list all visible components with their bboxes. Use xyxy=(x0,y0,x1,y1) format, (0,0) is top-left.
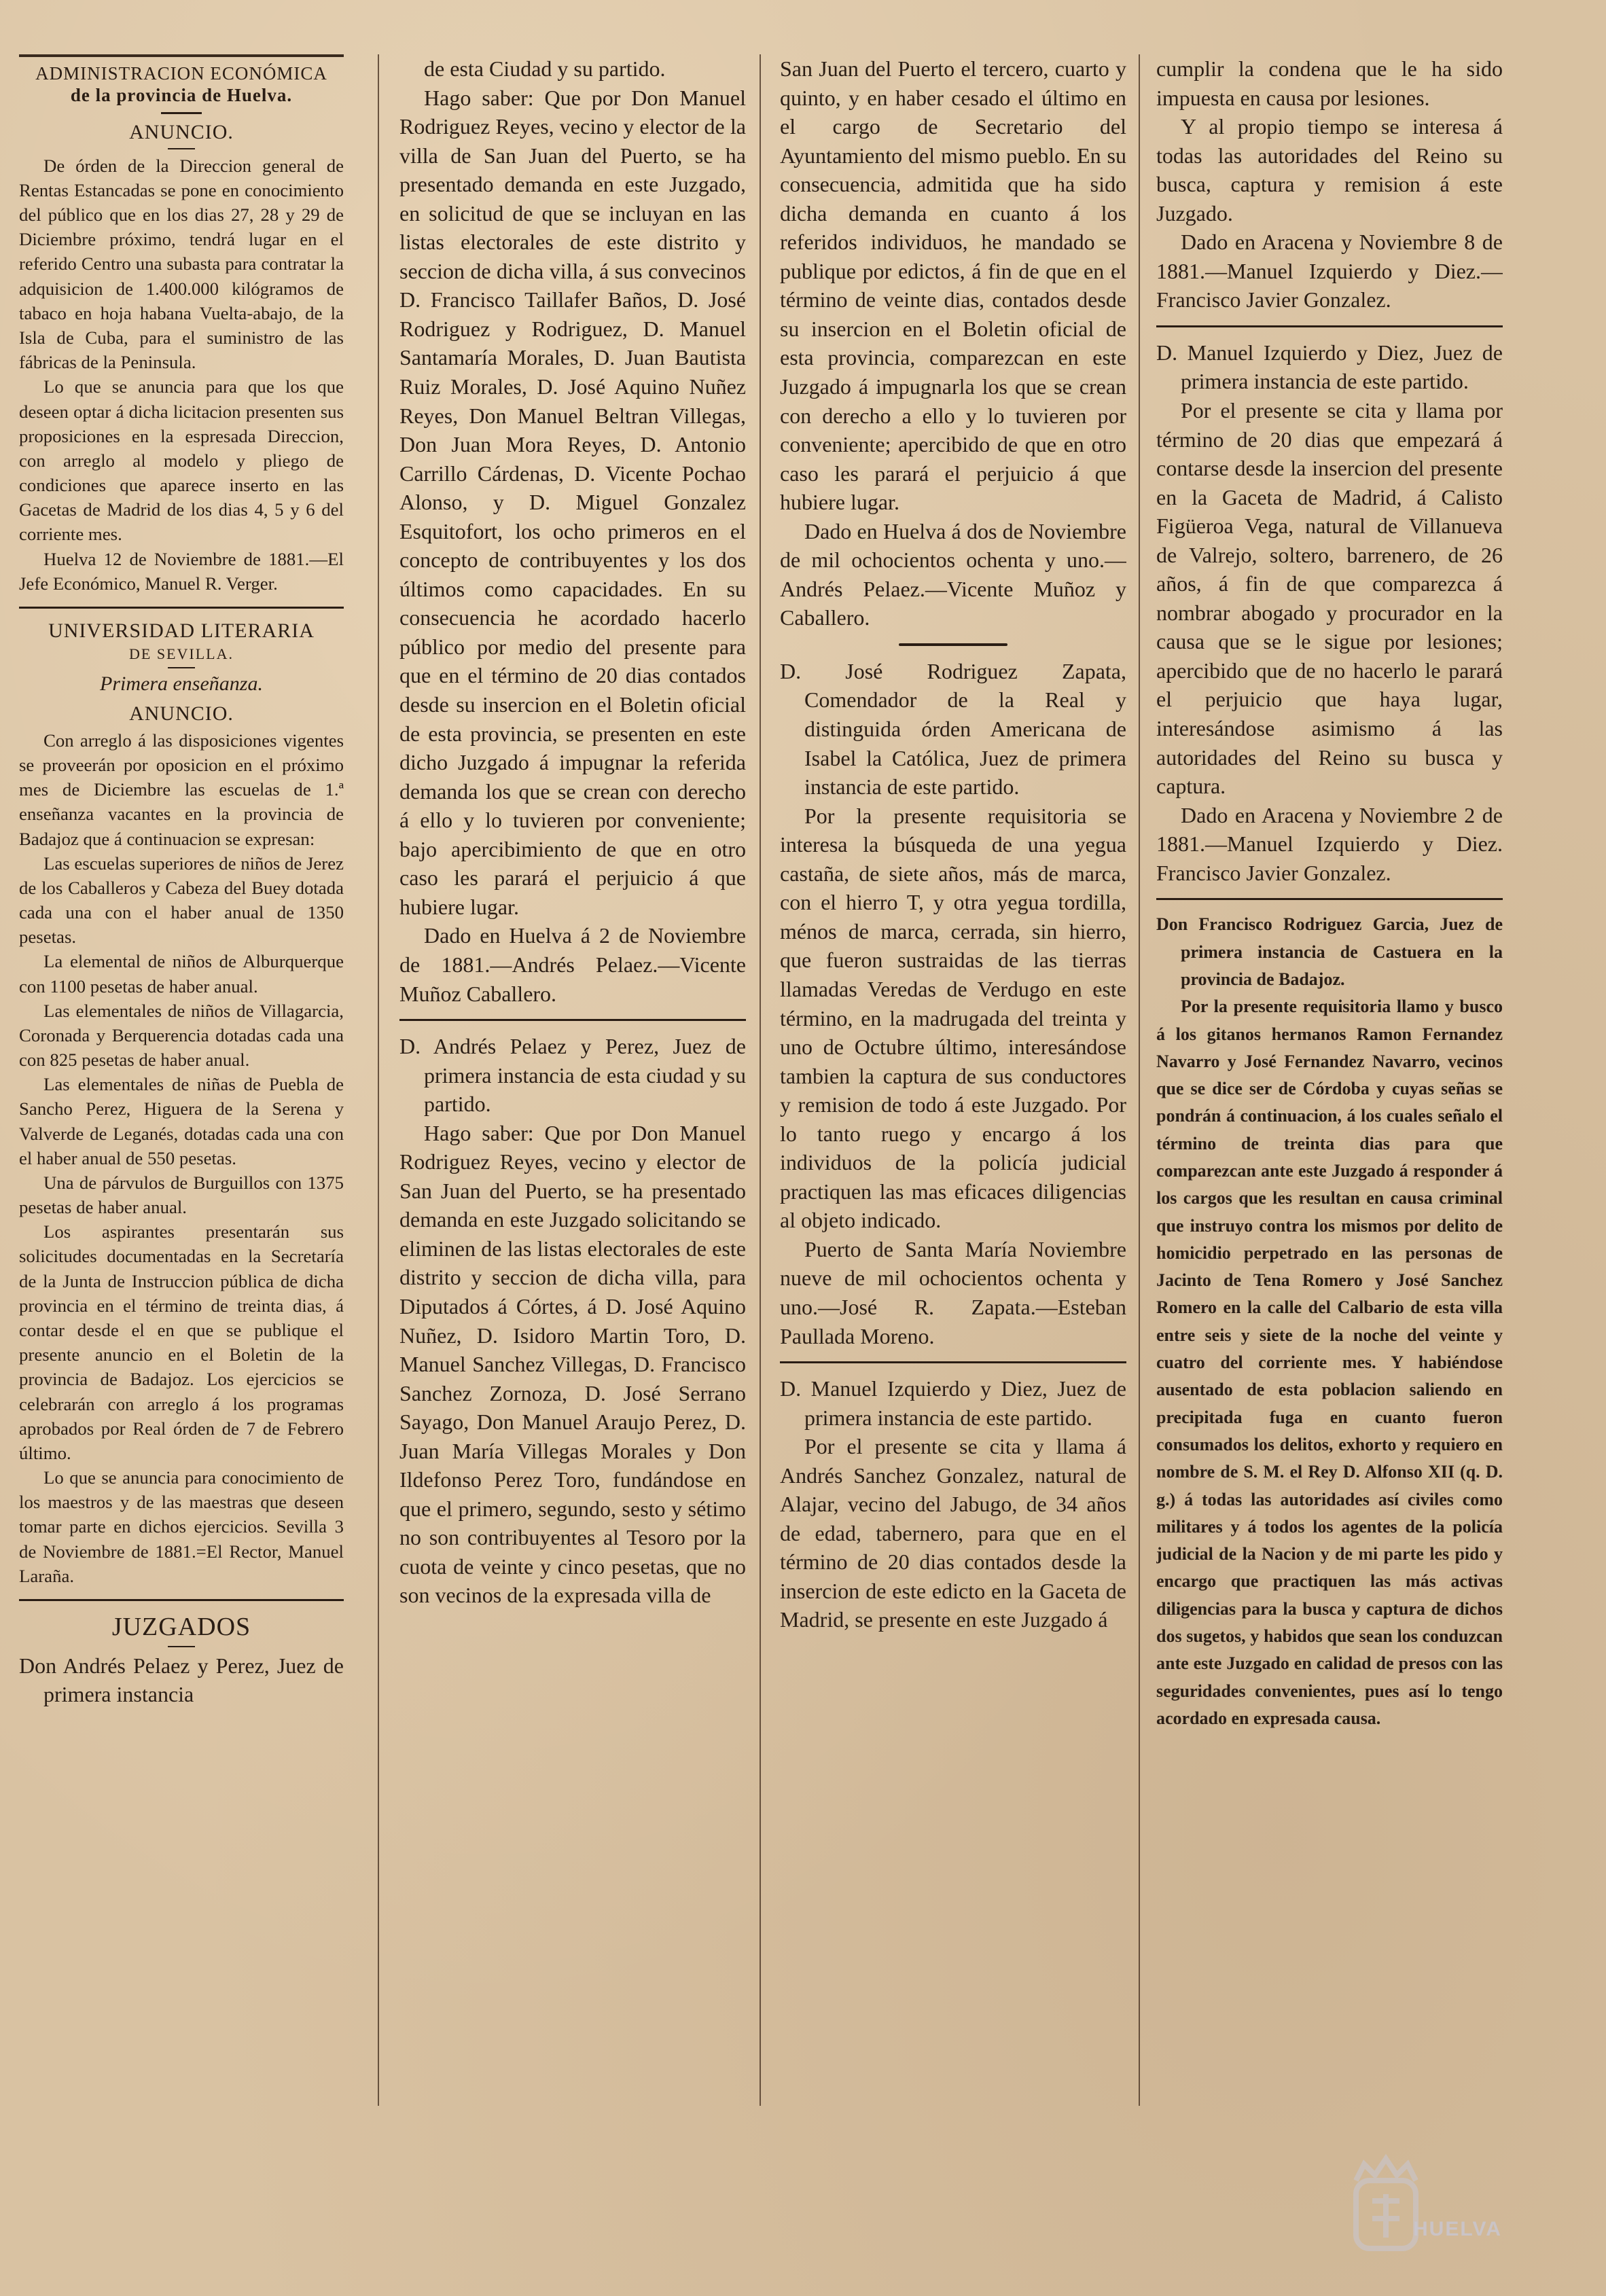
notice-signature: Dado en Huelva á dos de Noviembre de mil ochocientos ochenta y uno.—Andrés Pelaez.—Vicente Muñoz y Caballero. xyxy=(780,518,1126,630)
section-heading: JUZGADOS xyxy=(111,1612,251,1641)
notice-signature: Huelva 12 de Noviembre de 1881.—El Jefe Económico, Manuel R. Verger. xyxy=(19,548,344,594)
notice-heading: Don Andrés Pelaez y Perez, Juez de primera instancia xyxy=(19,1653,344,1707)
notice-paragraph: Lo que se anuncia para que los que deseen optar á dicha licitacion presenten sus proposiciones en la espresada Direccion, con arreglo al modelo y pliego de condiciones que aparece inserto en las Gacetas de Madrid de los dias 4, 5 y 6 del corriente mes. xyxy=(19,376,344,545)
notice-heading: Don Francisco Rodriguez Garcia, Juez de primera instancia de Castuera en la provincia de Badajoz. xyxy=(1156,914,1503,989)
divider xyxy=(1156,898,1503,900)
notice-heading: D. Manuel Izquierdo y Diez, Juez de primera instancia de este partido. xyxy=(1156,340,1503,394)
divider xyxy=(161,112,202,114)
notice-heading: D. José Rodriguez Zapata, Comendador de la Real y distinguida órden Americana de Isabel la Católica, Juez de primera instancia de este partido. xyxy=(780,658,1126,800)
notice-signature: Puerto de Santa María Noviembre nueve de mil ochocientos ochenta y uno.—José R. Zapata.—Esteban Paullada Moreno. xyxy=(780,1236,1126,1348)
column-1 xyxy=(19,54,344,2276)
notice-paragraph: Con arreglo á las disposiciones vigentes se proveerán por oposicion en el próximo mes de Diciembre las escuelas de 1.ª enseñanza vacantes en la provincia de Badajoz que á continuacion se expresan: xyxy=(19,730,344,849)
section-subheading: DE SEVILLA. xyxy=(129,645,234,662)
notice-title: ANUNCIO. xyxy=(129,702,234,725)
section-subtitle: Primera enseñanza. xyxy=(100,672,263,695)
section-heading: UNIVERSIDAD LITERARIA xyxy=(48,619,315,642)
column-2 xyxy=(399,54,746,2276)
notice-paragraph: Las escuelas superiores de niños de Jerez de los Caballeros y Cabeza del Buey dotada cada una con el haber anual de 1350 pesetas. xyxy=(19,853,344,948)
notice-signature: Lo que se anuncia para conocimiento de los maestros y de las maestras que deseen tomar parte en dichos ejercicios. Sevilla 3 de Noviembre de 1881.=El Rector, Manuel Laraña. xyxy=(19,1467,344,1586)
divider xyxy=(780,1361,1126,1363)
section-subheading: de la provincia de Huelva. xyxy=(70,85,293,106)
column-3 xyxy=(780,54,1126,2276)
column-4 xyxy=(1156,54,1503,2276)
notice-paragraph-continued: cumplir la condena que le ha sido impuesta en causa por lesiones. xyxy=(1156,56,1503,110)
notice-signature: Dado en Aracena y Noviembre 8 de 1881.—Manuel Izquierdo y Diez.—Francisco Javier Gonzalez. xyxy=(1156,230,1503,312)
notice-paragraph: Por el presente se cita y llama por término de 20 dias que empezará á contarse desde la insercion del presente en la Gaceta de Madrid, á Calisto Figüeroa Vega, natural de Villanueva de Valrejo, soltero, barrenero, de 26 años, á fin de que comparezca á nombrar abogado y procurador en la causa que se le sigue por lesiones; apercibido que de no hacerlo le parará el perjuicio que haya lugar, interesándose asimismo á las autoridades del Reino su busca y captura. xyxy=(1156,398,1503,799)
notice-paragraph: La elemental de niños de Alburquerque con 1100 pesetas de haber anual. xyxy=(19,951,344,997)
column-rule xyxy=(1139,54,1140,2106)
notice-paragraph: Una de párvulos de Burguillos con 1375 pesetas de haber anual. xyxy=(19,1172,344,1218)
divider xyxy=(168,667,195,668)
watermark-text: HUELVA xyxy=(1413,2218,1502,2240)
notice-paragraph: Hago saber: Que por Don Manuel Rodriguez Reyes, vecino y elector de la villa de San Juan del Puerto, se ha presentado demanda en este Juzgado, en solicitud de que se incluyan en las listas electorales de este distrito y seccion de dicha villa, á sus convecinos D. Francisco Taillafer Baños, D. José Rodriguez y Rodriguez, D. Manuel Santamaría Morales, D. Juan Bautista Ruiz Morales, D. José Aquino Nuñez Reyes, Don Manuel Beltran Villegas, Don Juan Mora Reyes, D. Antonio Carrillo Cárdenas, D. Vicente Pochao Alonso, y D. Miguel Gonzalez Esquitofort, los ocho primeros en el concepto de contribuyentes y los dos últimos como capacidades. En su consecuencia he acordado hacerlo público por medio del presente para que en el término de 20 dias contados desde su insercion en el Boletin oficial de esta provincia, se presenten en este dicho Juzgado á impugnar la referida demanda los que se crean con derecho á ello y lo tuvieren por conveniente; bajo apercibimiento de que en otro caso les parará el perjuicio á que hubiere lugar. xyxy=(399,85,746,919)
notice-paragraph: Las elementales de niñas de Puebla de Sancho Perez, Higuera de la Serena y Valverde de Leganés, dotadas cada una con el haber anual de 550 pesetas. xyxy=(19,1074,344,1168)
column-rule xyxy=(378,54,379,2106)
notice-paragraph: Y al propio tiempo se interesa á todas las autoridades del Reino su busca, captura y remision á este Juzgado. xyxy=(1156,114,1503,226)
notice-paragraph: Por la presente requisitoria se interesa la búsqueda de una yegua castaña, de siete años, más de marca, con el hierro T, y otra yegua tordilla, ménos de marca, cerrada, sin hierro, que fueron sustraidas de las tierras llamadas Veredas de Verdugo en este término, en la madrugada del treinta y uno de Octubre último, interesándose tambien la captura de sus conductores y remision de todo á este Juzgado. Por lo tanto ruego y encargo á los individuos de la policía judicial practiquen las mas eficaces diligencias al objeto indicado. xyxy=(780,803,1126,1233)
column-rule xyxy=(760,54,761,2106)
divider xyxy=(168,148,195,149)
notice-paragraph: Por el presente se cita y llama á Andrés Sanchez Gonzalez, natural de Alajar, vecino del Jabugo, de 34 años de edad, tabernero, para que en el término de 20 dias contados desde la insercion de este edicto en la Gaceta de Madrid, se presente en este Juzgado á xyxy=(780,1434,1126,1632)
divider xyxy=(399,1019,746,1021)
notice-paragraph: Los aspirantes presentarán sus solicitudes documentadas en la Secretaría de la Junta de Instruccion pública de dicha provincia en el término de treinta dias, á contar desde el en que se publique el presente anuncio en el Boletin de la provincia de Badajoz. Los ejercicios se celebrarán con arreglo á los programas aprobados por Real órden de 7 de Febrero último. xyxy=(19,1221,344,1463)
notice-paragraph: De órden de la Direccion general de Rentas Estancadas se pone en conocimiento del público que en los dias 27, 28 y 29 de Diciembre próximo, tendrá lugar en el referido Centro una subasta para contratar la adquisicion de 1.400.000 kilógramos de tabaco en hoja habana Vuelta-abajo, de la Isla de Cuba, para el suministro de las fábricas de la Peninsula. xyxy=(19,155,344,373)
notice-paragraph: Por la presente requisitoria llamo y busco á los gitanos hermanos Ramon Fernandez Navarro y José Fernandez Navarro, vecinos que se dice ser de Córdoba y cuyas señas se pondrán á continuacion, á los cuales señalo el término de treinta dias para que comparezcan ante este Juzgado á responder á los cargos que les resultan en causa criminal que instruyo contra los mismos por delito de homicidio perpetrado en las personas de Jacinto de Tena Romero y José Sanchez Romero en la calle del Calbario de esta villa entre seis y siete de la noche del veinte y cuatro del corriente mes. Y habiéndose ausentado de esta poblacion saliendo en precipitada fuga en cuanto fueron consumados los delitos, exhorto y requiero en nombre de S. M. el Rey D. Alfonso XII (q. D. g.) á todas las autoridades así civiles como militares y á todos los agentes de la policía judicial de la Nacion y de mi parte les pido y encargo que practiquen las más activas diligencias para la busca y captura de dichos dos sugetos, y habidos que sean los conduzcan ante este Juzgado en calidad de presos con las seguridades convenientes, pues así lo tengo acordado en expresada causa. xyxy=(1156,997,1503,1728)
notice-signature: Dado en Huelva á 2 de Noviembre de 1881.—Andrés Pelaez.—Vicente Muñoz Caballero. xyxy=(399,923,746,1006)
ornament-divider xyxy=(899,643,1007,646)
section-heading: ADMINISTRACION ECONÓMICA xyxy=(35,63,327,84)
notice-heading: D. Manuel Izquierdo y Diez, Juez de primera instancia de este partido. xyxy=(780,1376,1126,1430)
divider xyxy=(168,1646,195,1647)
notice-title: ANUNCIO. xyxy=(129,120,234,143)
notice-paragraph: Hago saber: Que por Don Manuel Rodriguez Reyes, vecino y elector de San Juan del Puerto, se ha presentado demanda en este Juzgado solicitando se eliminen de las listas electorales de este distrito y seccion de dicha villa, para Diputados á Córtes, á D. José Aquino Nuñez, D. Isidoro Martin Toro, D. Manuel Sanchez Villegas, D. Francisco Sanchez Zornoza, D. José Serrano Sayago, Don Manuel Araujo Perez, D. Juan María Villegas Morales y Don Ildefonso Perez Toro, fundándose en que el primero, segundo, sesto y sétimo no son contribuyentes al Tesoro por la cuota de veinte y cinco pesetas, que no son vecinos de la expresada villa de xyxy=(399,1120,746,1608)
huelva-crest-icon xyxy=(1318,2140,1454,2276)
notice-signature: Dado en Aracena y Noviembre 2 de 1881.—Manuel Izquierdo y Diez. Francisco Javier Gonzalez. xyxy=(1156,802,1503,885)
divider xyxy=(19,607,344,609)
top-rule xyxy=(19,54,344,57)
divider xyxy=(1156,325,1503,327)
notice-heading-continued: de esta Ciudad y su partido. xyxy=(424,56,666,81)
notice-heading: D. Andrés Pelaez y Perez, Juez de primera instancia de esta ciudad y su partido. xyxy=(399,1034,746,1117)
divider xyxy=(19,1599,344,1601)
notice-paragraph: Las elementales de niños de Villagarcia, Coronada y Berquerencia dotadas cada una con 825 pesetas de haber anual. xyxy=(19,1000,344,1071)
notice-paragraph-continued: San Juan del Puerto el tercero, cuarto y quinto, y en haber cesado el último en el cargo de Secretario del Ayuntamiento del mismo pueblo. En su consecuencia, admitida que ha sido dicha demanda en cuanto á los referidos individuos, he mandado se publique por edictos, á fin de que en el término de veinte dias, contados desde su insercion en el Boletin oficial de esta provincia, comparezcan en este Juzgado á impugnarla los que se crean con derecho a ello y lo tuvieren por conveniente; apercibido de que en otro caso les parará el perjuicio á que hubiere lugar. xyxy=(780,56,1126,515)
